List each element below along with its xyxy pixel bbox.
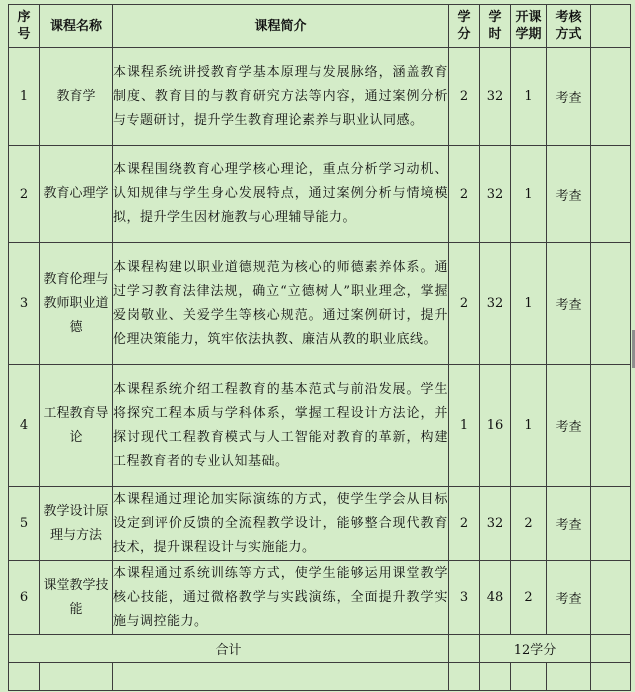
course-hours: 32 xyxy=(480,487,511,561)
course-num: 1 xyxy=(9,48,40,146)
course-assess: 考查 xyxy=(547,561,591,635)
course-semester: 1 xyxy=(511,146,547,243)
course-name: 教育学 xyxy=(40,48,113,146)
header-name: 课程名称 xyxy=(40,5,113,48)
course-assess: 考查 xyxy=(547,48,591,146)
total-value: 12学分 xyxy=(480,635,591,663)
header-num: 序号 xyxy=(9,5,40,48)
course-hours: 32 xyxy=(480,48,511,146)
course-empty xyxy=(591,243,631,365)
total-label: 合计 xyxy=(9,635,449,663)
table-row xyxy=(9,487,631,561)
course-desc: 本课程通过系统训练等方式，使学生能够运用课堂教学核心技能，通过微格教学与实践演练，全面提升教学实施与调控能力。 xyxy=(113,561,449,635)
empty-row xyxy=(9,663,631,691)
course-num: 6 xyxy=(9,561,40,635)
course-semester: 1 xyxy=(511,48,547,146)
course-empty xyxy=(591,146,631,243)
header-hours: 学时 xyxy=(480,5,511,48)
course-semester: 2 xyxy=(511,561,547,635)
course-credit: 2 xyxy=(449,48,480,146)
table-row xyxy=(9,561,631,635)
course-desc: 本课程构建以职业道德规范为核心的师德素养体系。通过学习教育法律法规，确立“立德树人”职业理念，掌握爱岗敬业、关爱学生等核心规范。通过案例研讨，提升伦理决策能力，筑牢依法执教、廉洁从教的职业底线。 xyxy=(113,243,449,365)
course-credit: 2 xyxy=(449,146,480,243)
table-row xyxy=(9,146,631,243)
course-num: 5 xyxy=(9,487,40,561)
course-empty xyxy=(591,487,631,561)
course-hours: 32 xyxy=(480,243,511,365)
total-row xyxy=(9,635,631,663)
course-semester: 1 xyxy=(511,243,547,365)
course-num: 3 xyxy=(9,243,40,365)
course-empty xyxy=(591,48,631,146)
empty-cell xyxy=(511,663,547,691)
course-semester: 1 xyxy=(511,365,547,487)
course-credit: 2 xyxy=(449,487,480,561)
course-assess: 考查 xyxy=(547,243,591,365)
course-num: 2 xyxy=(9,146,40,243)
table-row xyxy=(9,365,631,487)
header-credit: 学分 xyxy=(449,5,480,48)
table-row xyxy=(9,48,631,146)
empty-cell xyxy=(9,663,40,691)
course-desc: 本课程通过理论加实际演练的方式，使学生学会从目标设定到评价反馈的全流程教学设计，能够整合现代教育技术，提升课程设计与实施能力。 xyxy=(113,487,449,561)
table-row xyxy=(9,243,631,365)
course-hours: 32 xyxy=(480,146,511,243)
empty-cell xyxy=(113,663,449,691)
header-empty xyxy=(591,5,631,48)
course-hours: 16 xyxy=(480,365,511,487)
course-table xyxy=(8,4,631,691)
course-credit: 2 xyxy=(449,243,480,365)
header-row xyxy=(9,5,631,48)
course-credit: 1 xyxy=(449,365,480,487)
course-desc: 本课程系统介绍工程教育的基本范式与前沿发展。学生将探究工程本质与学科体系，掌握工程设计方法论，并探讨现代工程教育模式与人工智能对教育的革新，构建工程教育者的专业认知基础。 xyxy=(113,365,449,487)
empty-cell xyxy=(40,663,113,691)
course-name: 工程教育导论 xyxy=(40,365,113,487)
course-desc: 本课程围绕教育心理学核心理论，重点分析学习动机、认知规律与学生身心发展特点，通过案例分析与情境模拟，提升学生因材施教与心理辅导能力。 xyxy=(113,146,449,243)
course-semester: 2 xyxy=(511,487,547,561)
empty-cell xyxy=(449,663,480,691)
course-desc: 本课程系统讲授教育学基本原理与发展脉络，涵盖教育制度、教育目的与教育研究方法等内容，通过案例分析与专题研讨，提升学生教育理论素养与职业认同感。 xyxy=(113,48,449,146)
header-semester: 开课学期 xyxy=(511,5,547,48)
course-assess: 考查 xyxy=(547,146,591,243)
course-name: 课堂教学技能 xyxy=(40,561,113,635)
header-assess: 考核方式 xyxy=(547,5,591,48)
course-hours: 48 xyxy=(480,561,511,635)
course-name: 教学设计原理与方法 xyxy=(40,487,113,561)
empty-cell xyxy=(591,663,631,691)
course-num: 4 xyxy=(9,365,40,487)
course-assess: 考查 xyxy=(547,487,591,561)
course-assess: 考查 xyxy=(547,365,591,487)
course-empty xyxy=(591,365,631,487)
header-desc: 课程简介 xyxy=(113,5,449,48)
empty-cell xyxy=(547,663,591,691)
course-empty xyxy=(591,561,631,635)
course-name: 教育伦理与教师职业道德 xyxy=(40,243,113,365)
course-name: 教育心理学 xyxy=(40,146,113,243)
empty-cell xyxy=(480,663,511,691)
total-empty xyxy=(591,635,631,663)
total-spacer xyxy=(449,635,480,663)
course-credit: 3 xyxy=(449,561,480,635)
